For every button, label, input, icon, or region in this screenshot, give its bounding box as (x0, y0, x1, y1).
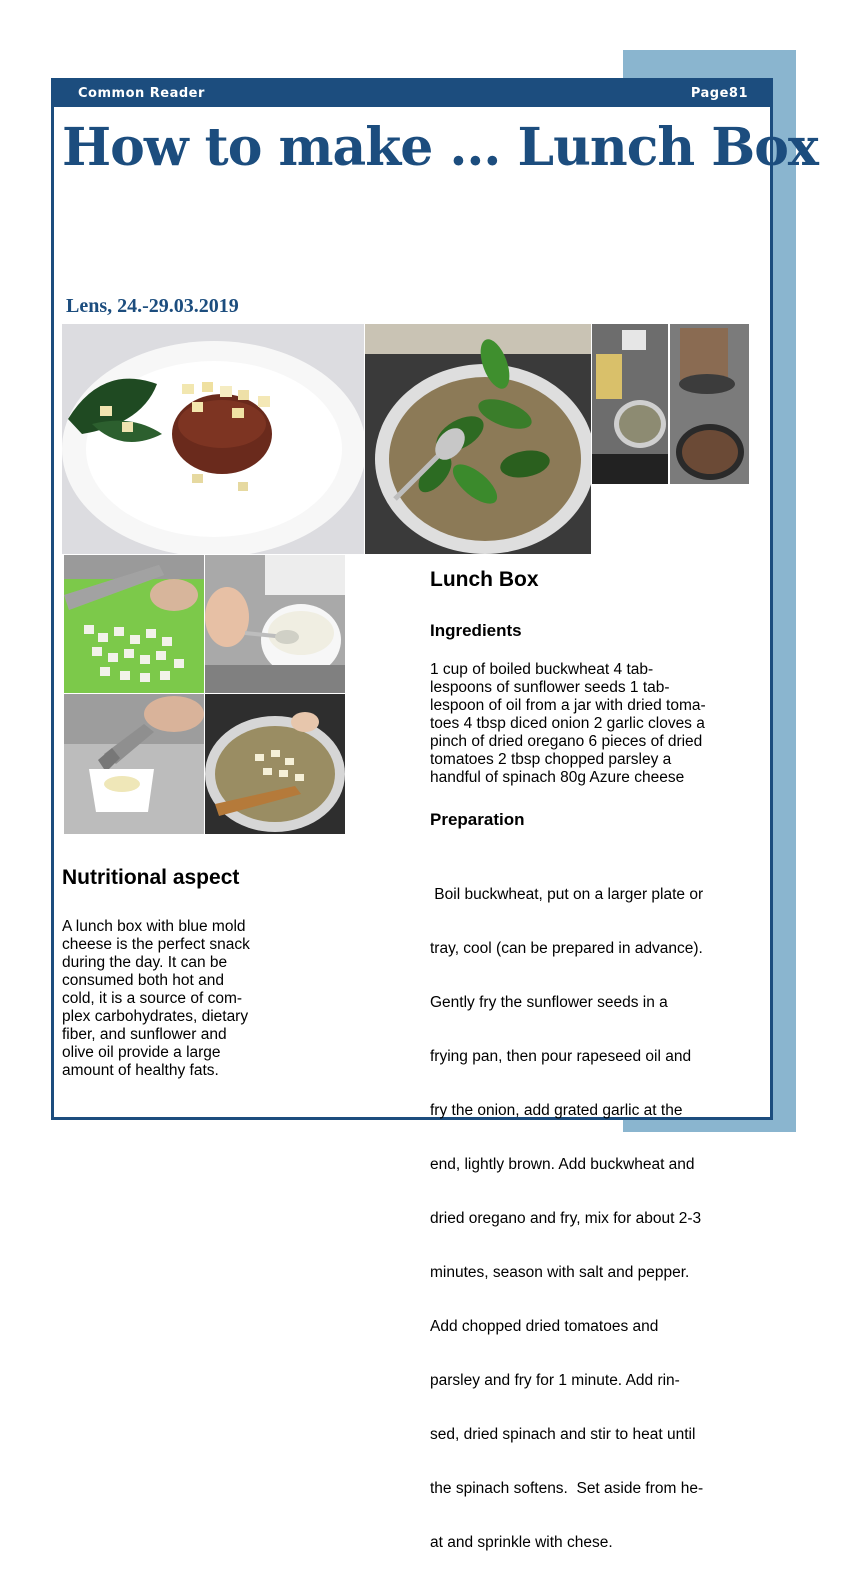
photo-stove-pans (592, 324, 749, 484)
nutrition-line: during the day. It can be (62, 954, 228, 971)
preparation-line: frying pan, then pour rapeseed oil and (430, 1048, 692, 1065)
preparation-line: the spinach softens. Set aside from he- (430, 1480, 704, 1497)
ingredients-line: handful of spinach 80g Azure cheese (430, 769, 685, 786)
nutrition-text (62, 918, 250, 1080)
page-number: Page81 (690, 86, 748, 101)
preparation-line: fry the onion, add grated garlic at the (430, 1102, 683, 1119)
ingredients-line: 1 cup of boiled buckwheat 4 tab- (430, 661, 654, 678)
nutrition-line: A lunch box with blue mold (62, 918, 246, 935)
preparation-line: parsley and fry for 1 minute. Add rin- (430, 1372, 680, 1389)
preparation-line: tray, cool (can be prepared in advance). (430, 940, 703, 957)
nutrition-line: plex carbohydrates, dietary (62, 1008, 249, 1025)
nutrition-line: amount of healthy fats. (62, 1062, 219, 1079)
photo-stirring-pan (205, 694, 345, 834)
ingredients-text (430, 661, 706, 787)
preparation-line: Gently fry the sunflower seeds in a (430, 994, 668, 1011)
page-frame (51, 78, 818, 1551)
photo-chopping-onion (64, 555, 204, 693)
nutrition-heading: Nutritional aspect (62, 866, 240, 889)
preparation-line: dried oregano and fry, mix for about 2-3 (430, 1210, 702, 1227)
preparation-line: sed, dried spinach and stir to heat until (430, 1426, 696, 1443)
photo-plated-dish (62, 324, 364, 554)
preparation-text (430, 850, 703, 1588)
ingredients-heading: Ingredients (430, 621, 522, 640)
ingredients-line: tomatoes 2 tbsp chopped parsley a (430, 751, 672, 768)
ingredients-line: toes 4 tbsp diced onion 2 garlic cloves a (430, 715, 705, 732)
nutrition-line: cold, it is a source of com- (62, 990, 243, 1007)
page-title: How to make … Lunch Box (62, 117, 818, 178)
preparation-line: minutes, season with salt and pepper. (430, 1264, 690, 1281)
ingredients-line: lespoons of sunflower seeds 1 tab- (430, 679, 670, 696)
photo-spinach-pan (365, 324, 591, 554)
photo-bowl-spoon (205, 555, 345, 693)
preparation-line: Add chopped dried tomatoes and (430, 1318, 659, 1335)
preparation-line: at and sprinkle with chese. (430, 1534, 613, 1551)
photo-garlic-press (64, 694, 204, 834)
preparation-line: Boil buckwheat, put on a larger plate or (430, 886, 704, 903)
ingredients-line: lespoon of oil from a jar with dried toma- (430, 697, 706, 714)
header-bar (54, 81, 770, 107)
nutrition-line: consumed both hot and (62, 972, 225, 989)
nutrition-line: fiber, and sunflower and (62, 1026, 227, 1043)
preparation-line: end, lightly brown. Add buckwheat and (430, 1156, 695, 1173)
nutrition-line: olive oil provide a large (62, 1044, 221, 1061)
dateline: Lens, 24.-29.03.2019 (66, 295, 239, 317)
nutrition-line: cheese is the perfect snack (62, 936, 250, 953)
recipe-heading: Lunch Box (430, 568, 539, 591)
preparation-heading: Preparation (430, 810, 525, 829)
journal-name: Common Reader (78, 86, 205, 101)
ingredients-line: pinch of dried oregano 6 pieces of dried (430, 733, 703, 750)
